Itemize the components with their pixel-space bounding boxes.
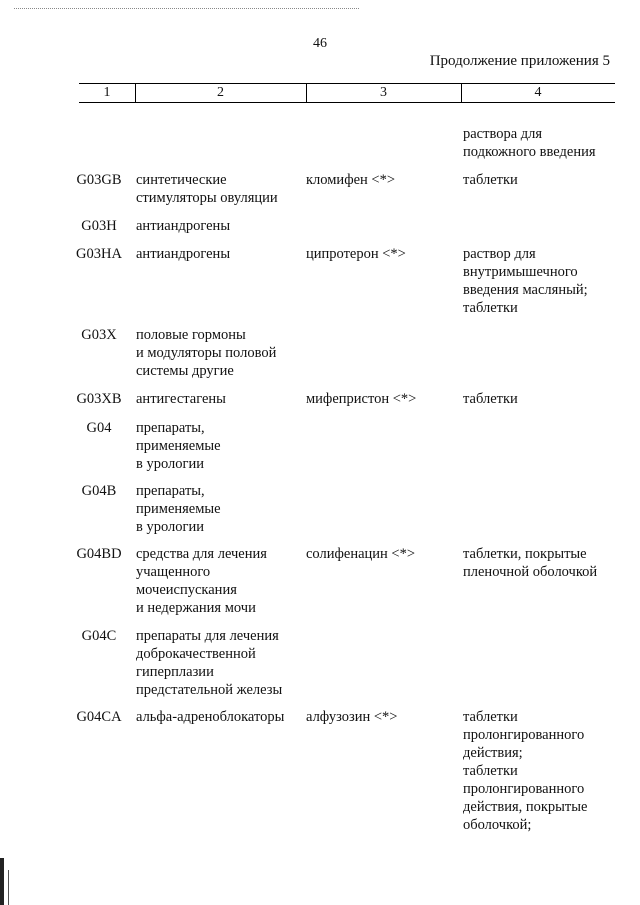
atc-code: G03HA <box>76 246 122 262</box>
drug-name: мифепристон <*> <box>306 391 417 407</box>
group-name: синтетические стимуляторы овуляции <box>136 172 278 206</box>
group-name: альфа-адреноблокаторы <box>136 709 285 725</box>
atc-code: G03X <box>81 327 117 343</box>
column-header-1: 1 <box>79 84 136 102</box>
dosage-form: таблетки <box>463 391 518 407</box>
atc-code: G04B <box>81 483 117 499</box>
atc-code: G04BD <box>76 546 122 562</box>
scan-top-rule <box>14 8 359 9</box>
group-name: антиандрогены <box>136 218 231 234</box>
dosage-form: раствор для внутримышечного введения масляный; таблетки <box>463 246 588 316</box>
dosage-form: таблетки пролонгированного действия; таблетки пролонгированного действия, покрытые оболочкой; <box>463 709 588 833</box>
scan-edge-mark <box>0 858 4 905</box>
group-name: препараты, применяемые в урологии <box>136 483 221 535</box>
drug-name: кломифен <*> <box>306 172 396 188</box>
dosage-form: раствора для подкожного введения <box>463 126 596 160</box>
drug-name: алфузозин <*> <box>306 709 398 725</box>
group-name: антигестагены <box>136 391 226 407</box>
atc-code: G04CA <box>76 709 122 725</box>
drug-name: солифенацин <*> <box>306 546 416 562</box>
atc-code: G04C <box>81 628 117 644</box>
group-name: средства для лечения учащенного мочеиспускания и недержания мочи <box>136 546 267 616</box>
table-header <box>79 83 615 103</box>
column-header-2: 2 <box>135 84 307 102</box>
group-name: препараты для лечения доброкачественной гиперплазии предстательной железы <box>136 628 283 698</box>
column-header-3: 3 <box>306 84 462 102</box>
page-number: 46 <box>313 36 327 51</box>
group-name: антиандрогены <box>136 246 231 262</box>
atc-code: G03H <box>81 218 117 234</box>
atc-code: G03XB <box>76 391 122 407</box>
column-header-4: 4 <box>534 85 542 100</box>
atc-code: G03GB <box>76 172 122 188</box>
drug-name: ципротерон <*> <box>306 246 406 262</box>
scan-edge-mark-thin <box>8 870 9 905</box>
dosage-form: таблетки <box>463 172 518 188</box>
atc-code: G04 <box>86 420 112 436</box>
dosage-form: таблетки, покрытые пленочной оболочкой <box>463 546 598 580</box>
group-name: половые гормоны и модуляторы половой системы другие <box>136 327 277 379</box>
continuation-heading: Продолжение приложения 5 <box>429 53 610 69</box>
group-name: препараты, применяемые в урологии <box>136 420 221 472</box>
